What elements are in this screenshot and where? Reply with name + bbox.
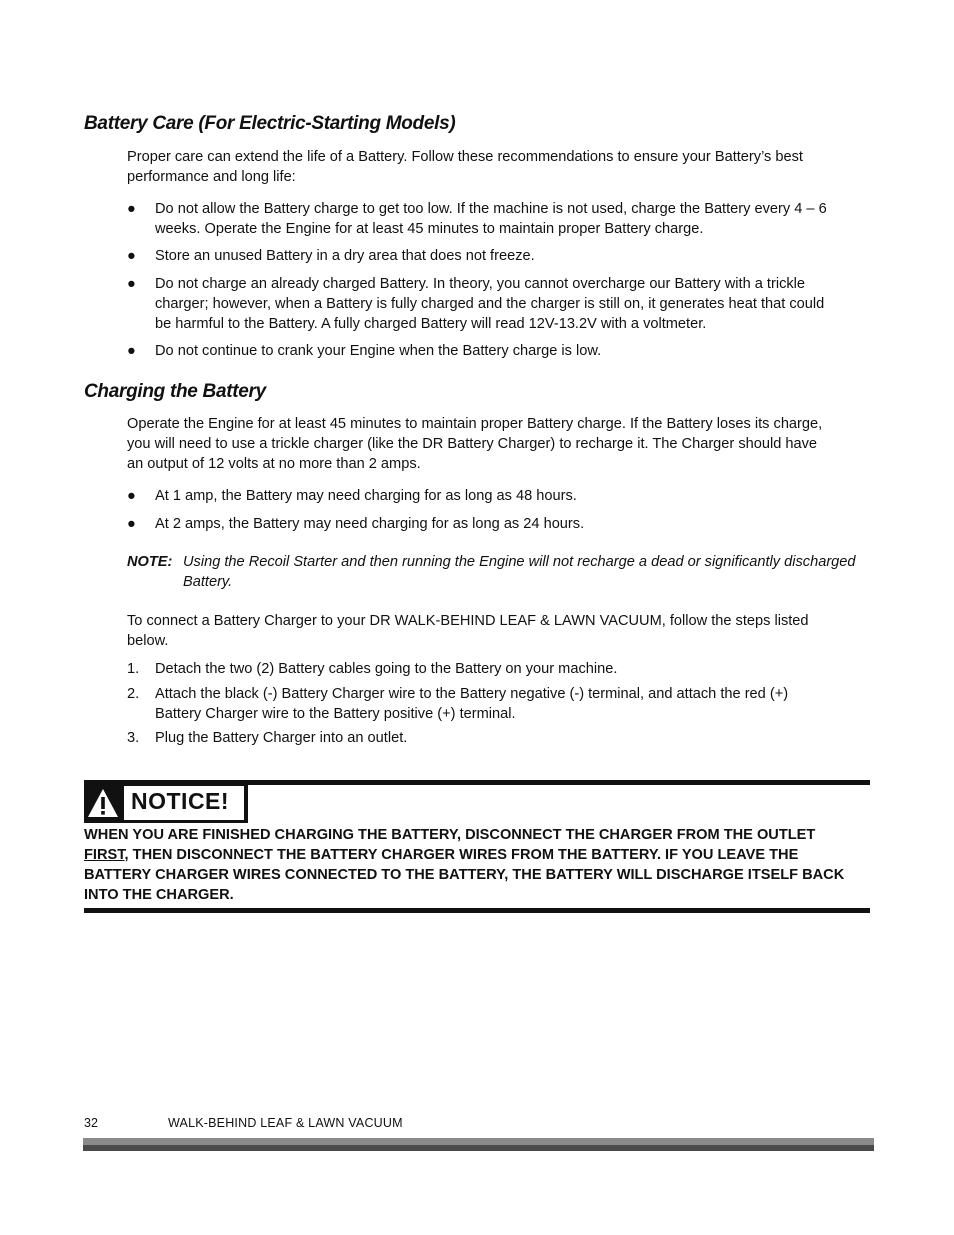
bullet-icon: ● bbox=[127, 276, 136, 292]
notice-line bbox=[84, 845, 864, 865]
connect-instructions bbox=[127, 611, 867, 651]
list-item-text: Do not allow the Battery charge to get too low. If the machine is not used, charge the Battery every 4 – 6 bbox=[155, 201, 827, 217]
bullet-icon: ● bbox=[127, 516, 136, 532]
connect-line: below. bbox=[127, 633, 169, 649]
list-item-text: weeks. Operate the Engine for at least 45 minutes to maintain proper Battery charge. bbox=[155, 221, 704, 237]
note-text: Battery. bbox=[183, 574, 233, 590]
notice-line: INTO THE CHARGER. bbox=[84, 887, 234, 903]
connect-line: To connect a Battery Charger to your DR WALK-BEHIND LEAF & LAWN VACUUM, follow the steps listed bbox=[127, 613, 809, 629]
notice-emphasis: FIRST bbox=[84, 847, 125, 863]
step-number: 1. bbox=[127, 661, 140, 677]
warning-triangle-icon bbox=[86, 787, 120, 819]
footer-rule-dark bbox=[83, 1145, 874, 1151]
step-number: 3. bbox=[127, 730, 140, 746]
notice-line: WHEN YOU ARE FINISHED CHARGING THE BATTERY, DISCONNECT THE CHARGER FROM THE OUTLET bbox=[84, 827, 816, 843]
list-item-text: At 1 amp, the Battery may need charging for as long as 48 hours. bbox=[155, 488, 577, 504]
notice-title: NOTICE! bbox=[131, 788, 230, 814]
note-label: NOTE: bbox=[127, 554, 173, 570]
charging-intro bbox=[127, 414, 867, 474]
footer-title: WALK-BEHIND LEAF & LAWN VACUUM bbox=[168, 1116, 403, 1130]
list-item-text: charger; however, when a Battery is fully charged and the charger is still on, it generates heat that could bbox=[155, 296, 825, 312]
notice-line: BATTERY CHARGER WIRES CONNECTED TO THE BATTERY, THE BATTERY WILL DISCHARGE ITSELF BACK bbox=[84, 867, 845, 883]
list-item-text: be harmful to the Battery. A fully charged Battery will read 12V-13.2V with a voltmeter. bbox=[155, 316, 707, 332]
list-item-text: Do not continue to crank your Engine when the Battery charge is low. bbox=[155, 343, 602, 359]
bullet-icon: ● bbox=[127, 343, 136, 359]
footer-rule bbox=[83, 1138, 874, 1145]
battery-care-intro bbox=[127, 147, 867, 187]
notice-bottom-rule bbox=[84, 908, 870, 913]
bullet-icon: ● bbox=[127, 201, 136, 217]
section-heading-battery-care: Battery Care (For Electric-Starting Models) bbox=[84, 113, 456, 134]
list-item-text: Store an unused Battery in a dry area that does not freeze. bbox=[155, 248, 535, 264]
page-number: 32 bbox=[84, 1116, 98, 1130]
bullet-icon: ● bbox=[127, 248, 136, 264]
step-text: Detach the two (2) Battery cables going to the Battery on your machine. bbox=[155, 661, 618, 677]
bullet-icon: ● bbox=[127, 488, 136, 504]
step-text: Plug the Battery Charger into an outlet. bbox=[155, 730, 408, 746]
intro-line: performance and long life: bbox=[127, 169, 296, 185]
list-item-text: At 2 amps, the Battery may need charging for as long as 24 hours. bbox=[155, 516, 585, 532]
notice-text bbox=[84, 825, 864, 905]
step-text: Battery Charger wire to the Battery positive (+) terminal. bbox=[155, 706, 516, 722]
step-number: 2. bbox=[127, 686, 140, 702]
intro-line: you will need to use a trickle charger (like the DR Battery Charger) to recharge it. The Charger should have bbox=[127, 436, 818, 452]
section-heading-charging: Charging the Battery bbox=[84, 381, 266, 402]
intro-line: an output of 12 volts at no more than 2 amps. bbox=[127, 456, 421, 472]
step-text: Attach the black (-) Battery Charger wire to the Battery negative (-) terminal, and attach the red (+) bbox=[155, 686, 789, 702]
list-item-text: Do not charge an already charged Battery. In theory, you cannot overcharge our Battery with a trickle bbox=[155, 276, 806, 292]
notice-line-rest: , THEN DISCONNECT THE BATTERY CHARGER WIRES FROM THE BATTERY. IF YOU LEAVE THE bbox=[124, 847, 799, 863]
note-text: Using the Recoil Starter and then running the Engine will not recharge a dead or significantly discharged bbox=[183, 554, 856, 570]
intro-line: Operate the Engine for at least 45 minutes to maintain proper Battery charge. If the Battery loses its charge, bbox=[127, 416, 823, 432]
intro-line: Proper care can extend the life of a Battery. Follow these recommendations to ensure your Battery’s best bbox=[127, 149, 803, 165]
